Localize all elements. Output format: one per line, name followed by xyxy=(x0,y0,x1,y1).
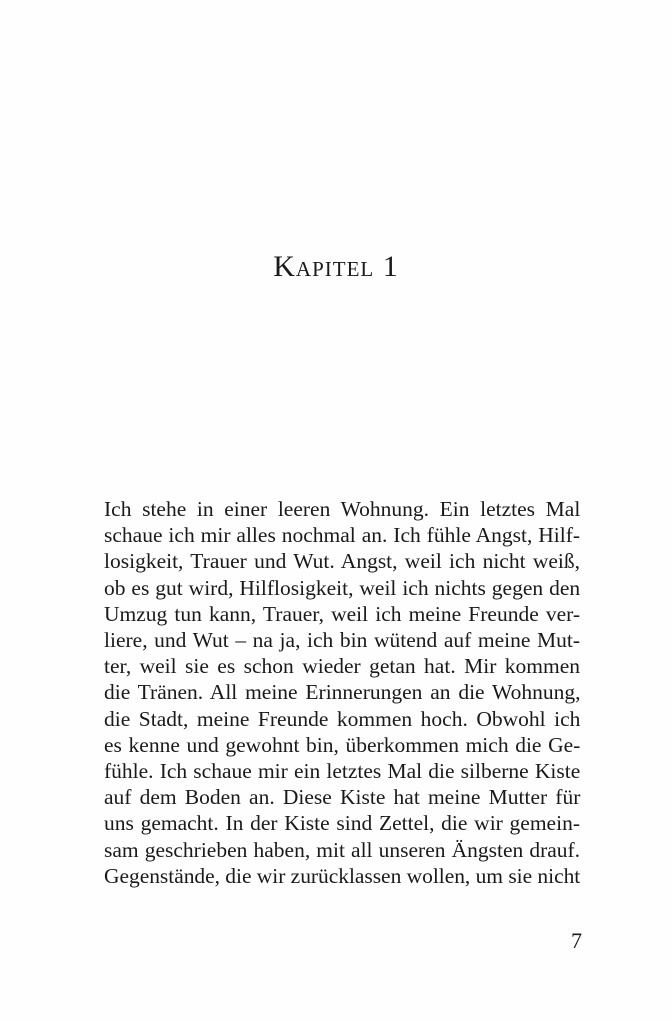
body-paragraph xyxy=(104,496,580,889)
text-line: losigkeit, Trauer und Wut. Angst, weil ich nicht weiß, xyxy=(104,549,580,574)
text-line: ob es gut wird, Hilflosigkeit, weil ich nichts gegen den xyxy=(104,575,581,600)
text-line: Umzug tun kann, Trauer, weil ich meine Freunde ver- xyxy=(104,601,581,626)
page-number: 7 xyxy=(571,928,582,953)
text-line: ter, weil sie es schon wieder getan hat. Mir kommen xyxy=(104,654,580,679)
text-line: liere, und Wut – na ja, ich bin wütend auf meine Mut- xyxy=(104,628,580,653)
text-line: schaue ich mir alles nochmal an. Ich fühle Angst, Hilf- xyxy=(104,523,581,548)
text-line: Gegenstände, die wir zurücklassen wollen, um sie nicht xyxy=(104,863,581,888)
text-line: die Tränen. All meine Erinnerungen an die Wohnung, xyxy=(104,680,581,705)
text-line: fühle. Ich schaue mir ein letztes Mal die silberne Kiste xyxy=(104,759,581,784)
chapter-title: Kapitel 1 xyxy=(273,250,399,283)
text-line: uns gemacht. In der Kiste sind Zettel, die wir gemein- xyxy=(104,811,580,836)
text-line: die Stadt, meine Freunde kommen hoch. Obwohl ich xyxy=(104,706,581,731)
text-line: auf dem Boden an. Diese Kiste hat meine Mutter für xyxy=(104,785,581,810)
text-line: sam geschrieben haben, mit all unseren Ängsten drauf. xyxy=(104,837,581,862)
text-line: Ich stehe in einer leeren Wohnung. Ein letztes Mal xyxy=(104,497,581,521)
text-line: es kenne und gewohnt bin, überkommen mich die Ge- xyxy=(104,732,581,757)
